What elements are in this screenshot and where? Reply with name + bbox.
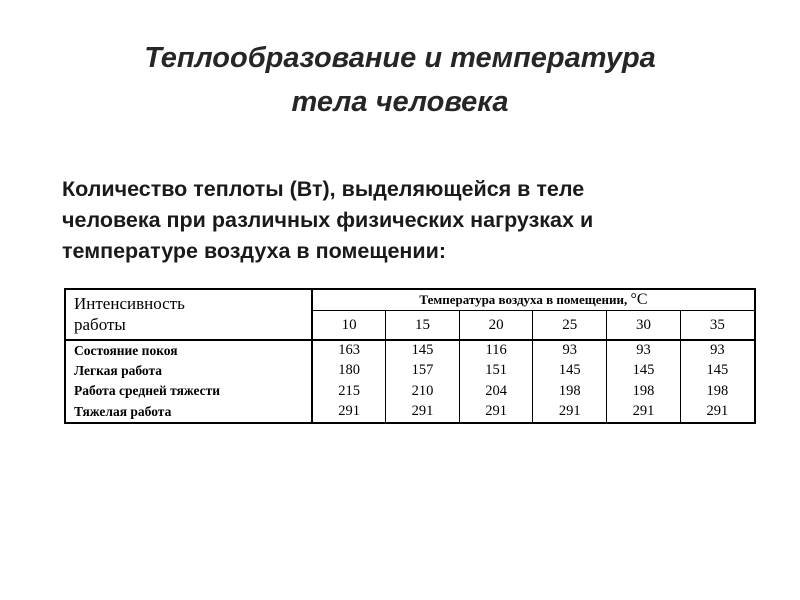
- value-cell: 204: [459, 381, 533, 402]
- value-cell: 145: [533, 361, 607, 382]
- slide-title-line-1: Теплообразование и температура: [144, 42, 656, 74]
- subtitle-line-3: температуре воздуха в помещении:: [62, 239, 446, 263]
- value-cell: 180: [312, 361, 386, 382]
- table-row: [66, 361, 754, 382]
- value-cell: 151: [459, 361, 533, 382]
- row-label: Тяжелая работа: [66, 402, 312, 423]
- table-row: [66, 402, 754, 423]
- row-label: Состояние покоя: [66, 340, 312, 361]
- temperature-cell: 35: [680, 311, 754, 341]
- temperature-cell: 30: [607, 311, 681, 341]
- row-label: Легкая работа: [66, 361, 312, 382]
- table-row: [66, 340, 754, 361]
- heat-table: [64, 288, 756, 424]
- table-row: [66, 381, 754, 402]
- value-cell: 93: [607, 340, 681, 361]
- value-cell: 198: [607, 381, 681, 402]
- value-cell: 116: [459, 340, 533, 361]
- slide-title-line-2: тела человека: [291, 86, 509, 118]
- temperature-cell: 20: [459, 311, 533, 341]
- temperature-cell: 25: [533, 311, 607, 341]
- value-cell: 157: [386, 361, 460, 382]
- heat-table-grid: [66, 290, 754, 422]
- header-temperature: [312, 290, 754, 311]
- value-cell: 210: [386, 381, 460, 402]
- value-cell: 291: [386, 402, 460, 423]
- value-cell: 93: [710, 342, 725, 359]
- value-cell: 145: [386, 340, 460, 361]
- value-cell: 291: [706, 403, 729, 420]
- value-cell: 93: [533, 340, 607, 361]
- value-cell: 291: [533, 402, 607, 423]
- slide-title: [0, 36, 800, 124]
- subtitle-line-1: Количество теплоты (Вт), выделяющейся в теле: [62, 177, 585, 201]
- value-cell: 198: [533, 381, 607, 402]
- header-intensity-line-2: работы: [74, 315, 126, 334]
- value-cell: 291: [607, 402, 681, 423]
- value-cell: 163: [312, 340, 386, 361]
- slide-subtitle: [62, 174, 762, 267]
- header-temperature-unit: °С: [630, 291, 648, 308]
- header-intensity-line-1: Интенсивность: [74, 294, 185, 313]
- value-cell: 145: [706, 362, 729, 379]
- value-cell: 291: [312, 402, 386, 423]
- table-header-row: [66, 290, 754, 311]
- header-temperature-text: Температура воздуха в помещении,: [419, 292, 628, 307]
- value-cell: 198: [706, 382, 729, 399]
- temperature-cell: 10: [312, 311, 386, 341]
- value-cell: 215: [312, 381, 386, 402]
- temperature-cell: 15: [386, 311, 460, 341]
- header-intensity: [66, 290, 312, 340]
- value-cell: 291: [459, 402, 533, 423]
- subtitle-line-2: человека при различных физических нагрузках и: [62, 208, 594, 232]
- value-cell: 145: [607, 361, 681, 382]
- row-label: Работа средней тяжести: [66, 381, 312, 402]
